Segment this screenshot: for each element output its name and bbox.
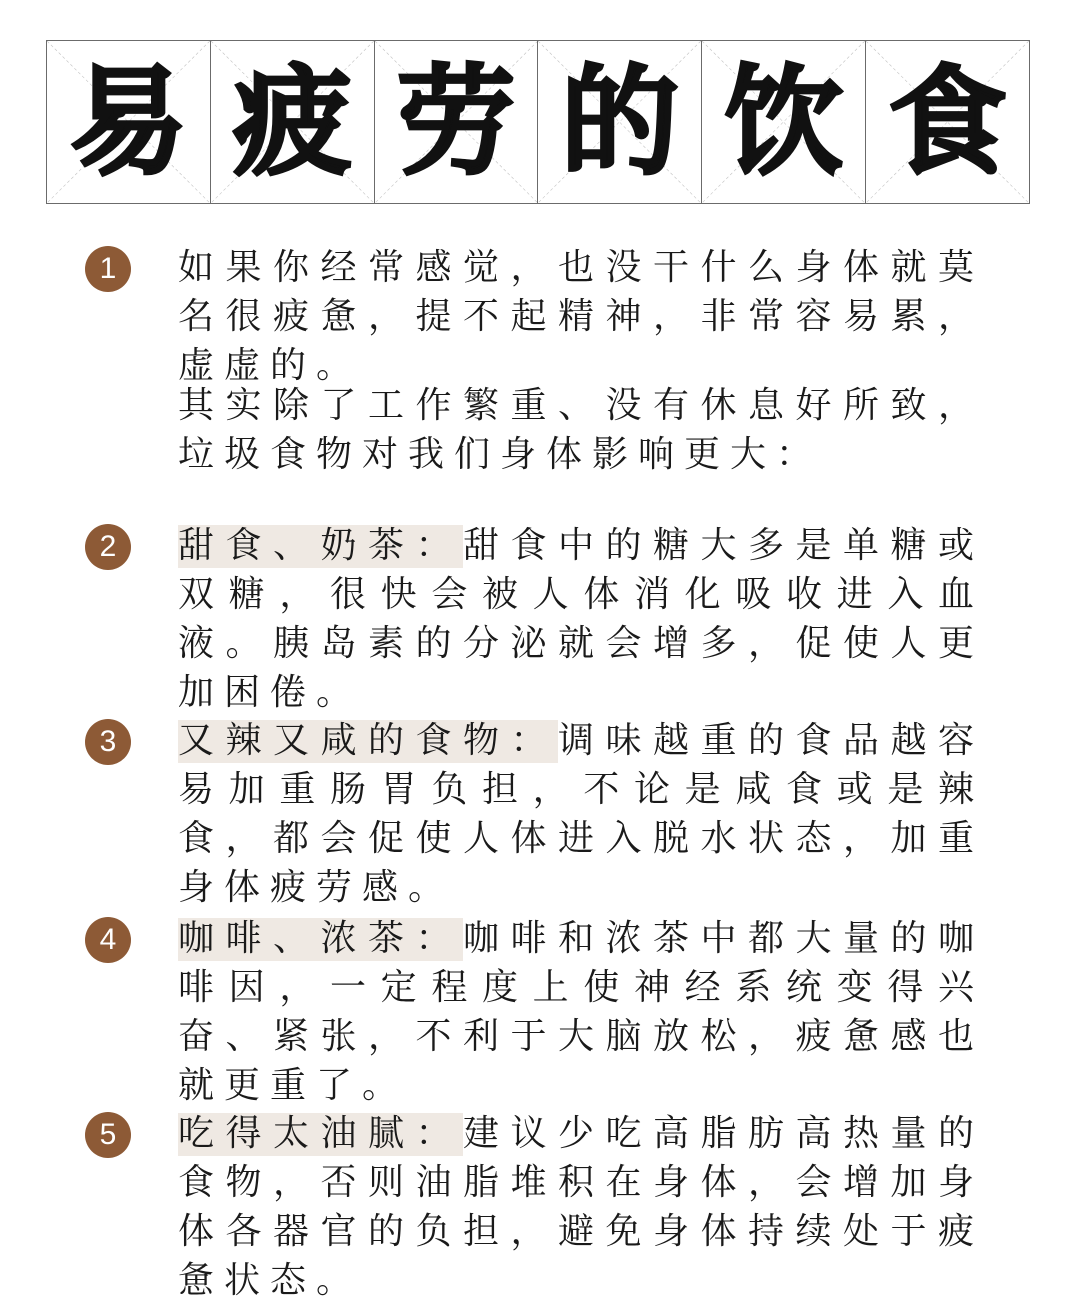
title-char: 易 bbox=[69, 53, 188, 191]
title-char: 食 bbox=[888, 53, 1007, 191]
title-cell bbox=[375, 41, 539, 203]
title-cell bbox=[866, 41, 1029, 203]
item-paragraph bbox=[178, 914, 984, 1110]
item-text: 甜食中的糖大多是单糖或双糖，很快会被人体消化吸收进入血液。胰岛素的分泌就会增多，促使人更加困倦。 bbox=[178, 525, 984, 713]
number-badge: 1 bbox=[85, 246, 131, 292]
intro-paragraph: 如果你经常感觉，也没干什么身体就莫名很疲惫，提不起精神，非常容易累，虚虚的。 bbox=[178, 247, 984, 386]
title-cell bbox=[211, 41, 375, 203]
item-text: 咖啡和浓茶中都大量的咖啡因，一定程度上使神经系统变得兴奋、紧张，不利于大脑放松，疲惫感也就更重了。 bbox=[178, 918, 984, 1106]
number-badge: 4 bbox=[85, 917, 131, 963]
title-grid bbox=[46, 40, 1030, 204]
item-label: 吃得太油腻： bbox=[178, 1113, 463, 1154]
intro-paragraph: 其实除了工作繁重、没有休息好所致，垃圾食物对我们身体影响更大： bbox=[178, 385, 984, 475]
item-text: 调味越重的食品越容易加重肠胃负担，不论是咸食或是辣食，都会促使人体进入脱水状态，加重身体疲劳感。 bbox=[178, 720, 984, 908]
title-char: 饮 bbox=[724, 53, 843, 191]
title-cell bbox=[538, 41, 702, 203]
number-badge: 2 bbox=[85, 524, 131, 570]
item-paragraph bbox=[178, 1109, 984, 1305]
item-label: 咖啡、浓茶： bbox=[178, 918, 463, 959]
item-paragraph bbox=[178, 716, 984, 912]
item-label: 又辣又咸的食物： bbox=[178, 720, 558, 761]
title-cell bbox=[702, 41, 866, 203]
item-text: 建议少吃高脂肪高热量的食物，否则油脂堆积在身体，会增加身体各器官的负担，避免身体持续处于疲惫状态。 bbox=[178, 1113, 984, 1301]
number-badge: 3 bbox=[85, 719, 131, 765]
item-paragraph bbox=[178, 521, 984, 717]
title-cell bbox=[47, 41, 211, 203]
title-char: 疲 bbox=[233, 53, 352, 191]
title-char: 的 bbox=[560, 53, 679, 191]
number-badge: 5 bbox=[85, 1112, 131, 1158]
title-char: 劳 bbox=[397, 53, 516, 191]
item-label: 甜食、奶茶： bbox=[178, 525, 463, 566]
